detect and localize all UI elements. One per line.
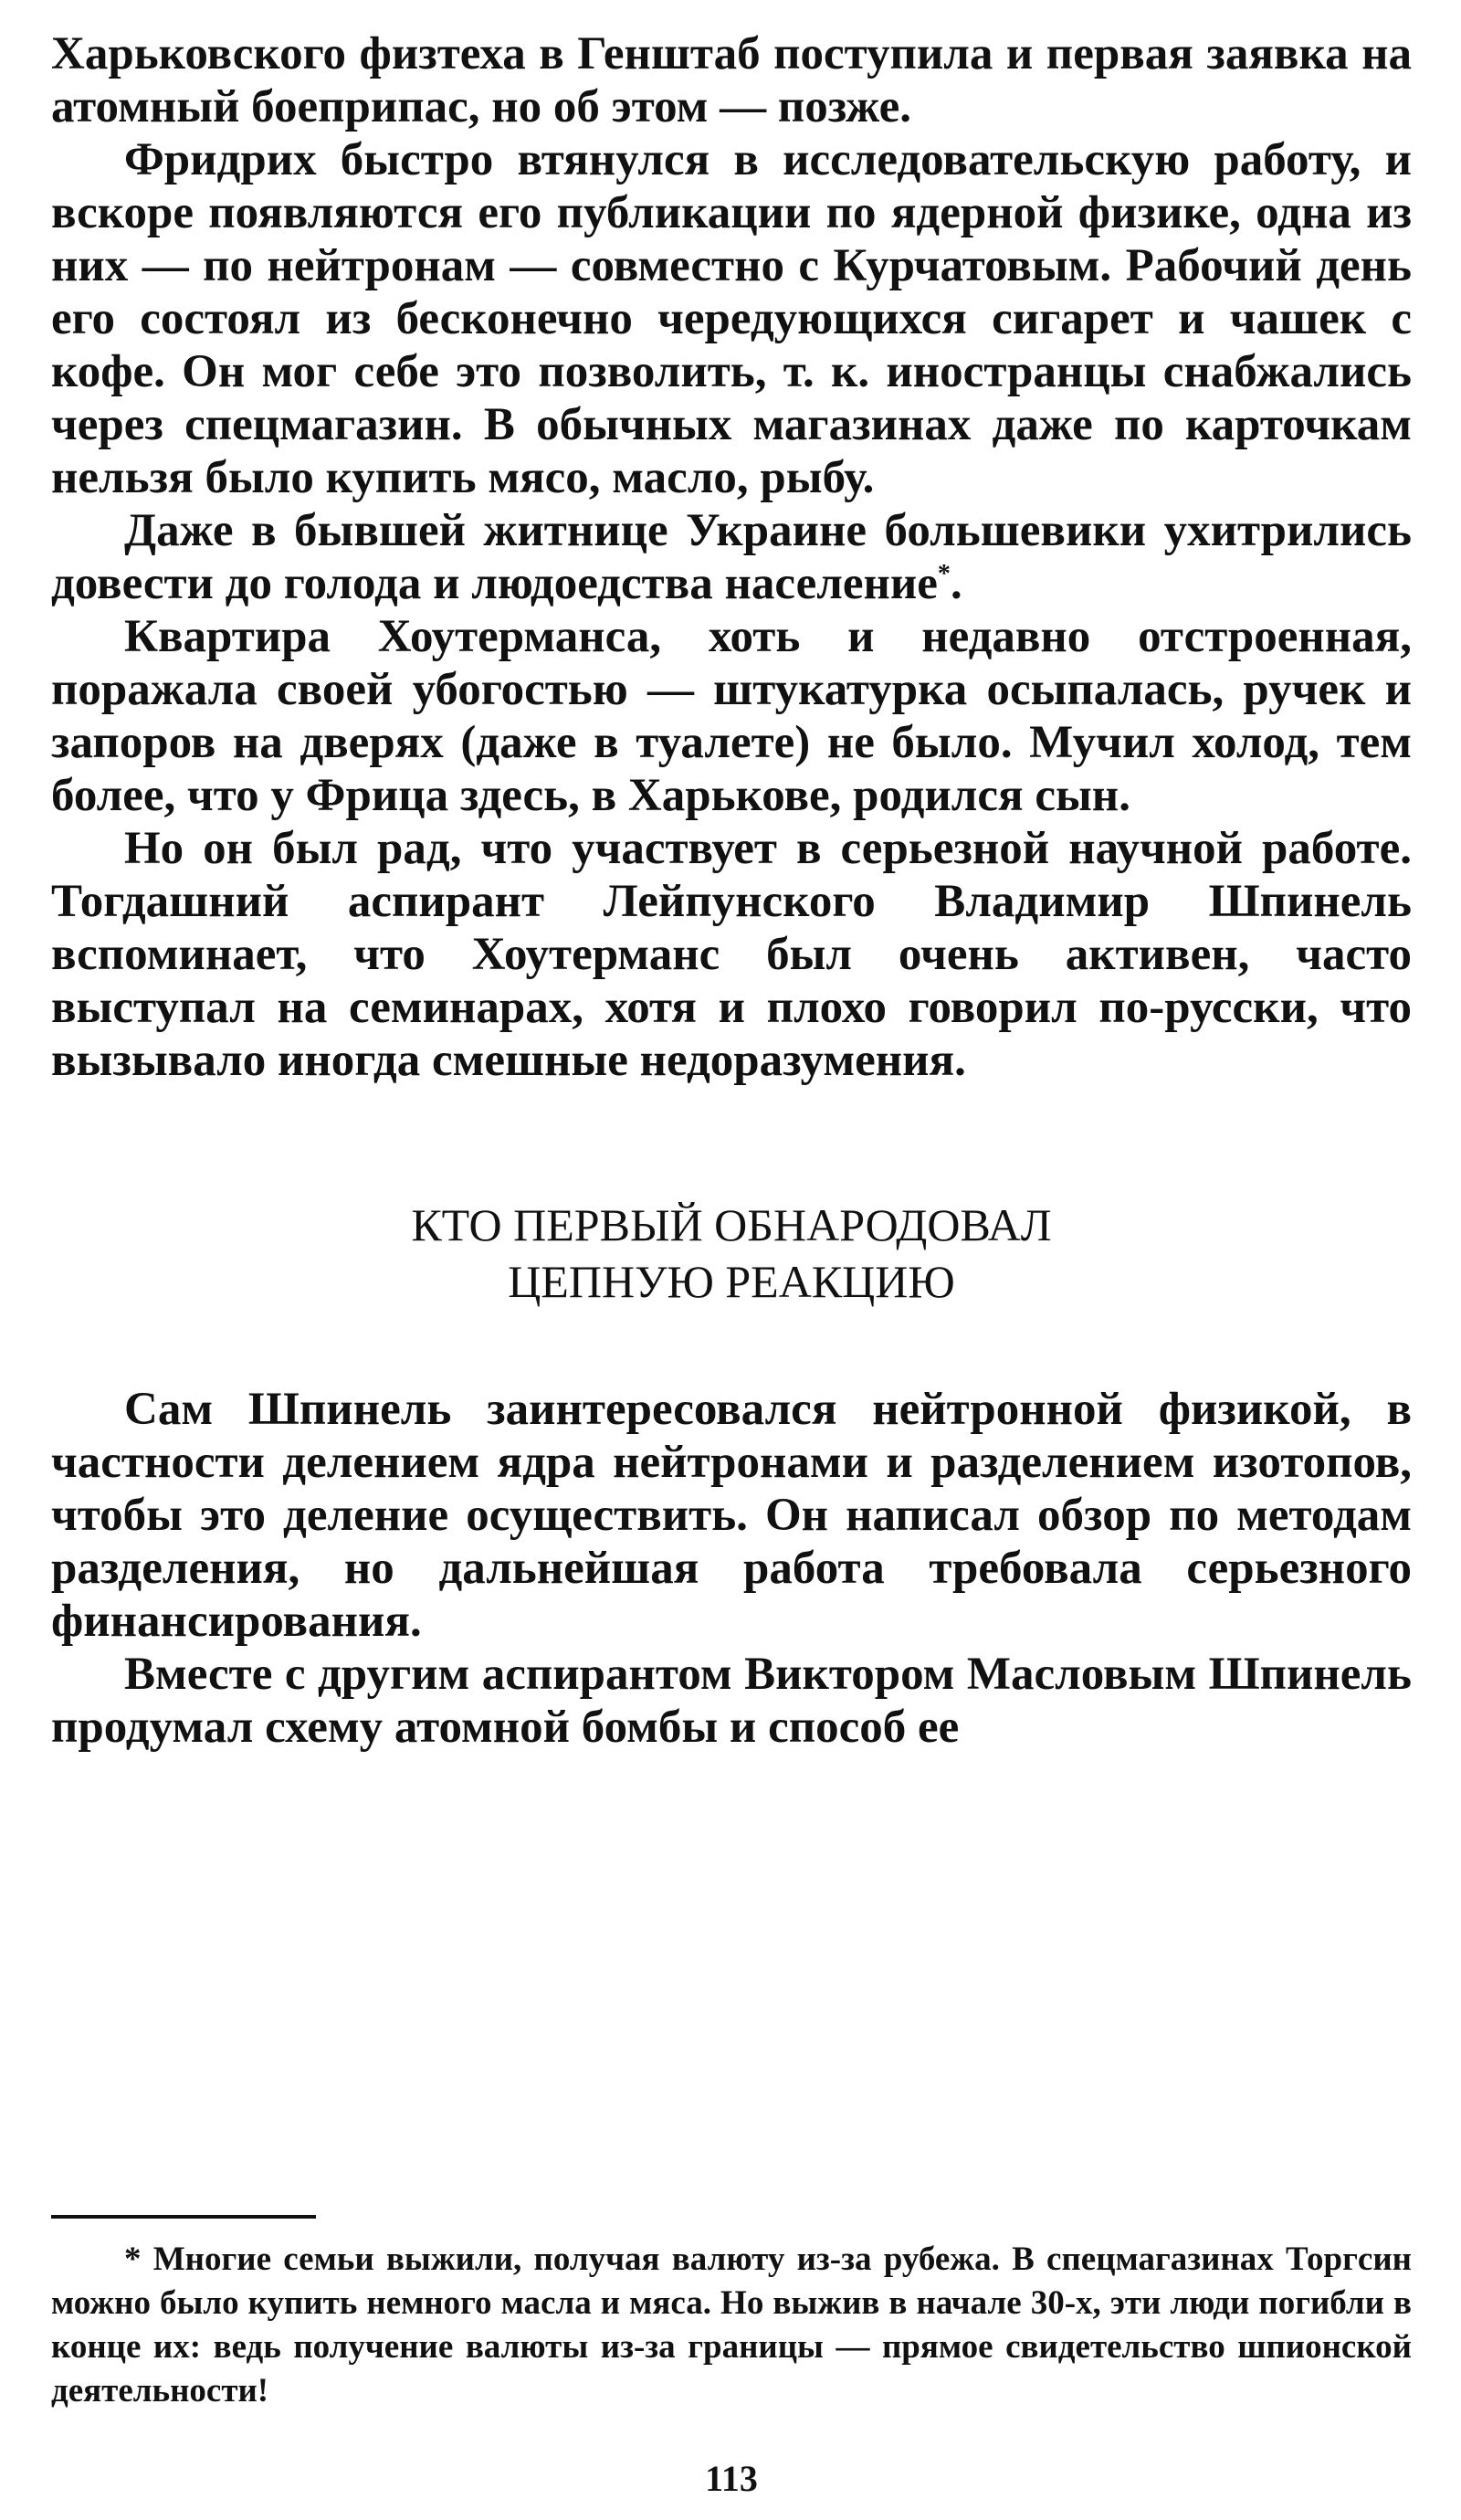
section-heading-line-1: КТО ПЕРВЫЙ ОБНАРОДОВАЛ	[411, 1199, 1052, 1250]
paragraph-3-text: Даже в бывшей житнице Украине большевики ухитрились довести до голода и людоедства население	[51, 505, 1412, 609]
page-number: 113	[705, 2458, 758, 2499]
footnote-reference-mark[interactable]: *	[937, 560, 951, 588]
main-text	[51, 27, 1412, 1754]
paragraph-7: Вместе с другим аспирантом Виктором Масловым Шпинель продумал схему атомной бомбы и способ ее	[51, 1649, 1412, 1753]
paragraph-3	[51, 504, 1412, 610]
paragraph-2: Фридрих быстро втянулся в исследовательскую работу, и вскоре появляются его публикации по ядерной физике, одна из них — по нейтронам — совместно с Курчатовым. Рабочий день его состоял из бесконечно чередующихся сигарет и чашек с кофе. Он мог себе это позволить, т. к. иностранцы снабжались через спецмагазин. В обычных магазинах даже по карточкам нельзя было купить мясо, масло, рыбу.	[51, 134, 1412, 503]
book-page	[51, 27, 1412, 2499]
paragraph-1: Харьковского физтеха в Генштаб поступила и первая заявка на атомный боеприпас, но об этом — позже.	[51, 28, 1412, 132]
paragraph-4: Квартира Хоутерманса, хоть и недавно отстроенная, поражала своей убогостью — штукатурка осыпалась, ручек и запоров на дверях (даже в туалете) не было. Мучил холод, тем более, что у Фрица здесь, в Харькове, родился сын.	[51, 611, 1412, 821]
footnote	[51, 2238, 1412, 2413]
footnote-divider	[51, 2215, 316, 2219]
paragraph-3-end: .	[950, 558, 962, 609]
section-heading-line-2: ЦЕПНУЮ РЕАКЦИЮ	[508, 1256, 955, 1307]
footnote-text: Многие семьи выжили, получая валюту из-за рубежа. В спецмагазинах Торгсин можно было купить немного масла и мяса. Но выжив в начале 30-х, эти люди погибли в конце их: ведь получение валюты из-за границы — прямое свидетельство шпионской деятельности!	[51, 2241, 1412, 2409]
paragraph-5: Но он был рад, что участвует в серьезной научной работе. Тогдашний аспирант Лейпунского Владимир Шпинель вспоминает, что Хоутерманс был очень активен, часто выступал на семинарах, хотя и плохо говорил по-русски, что вызывало иногда смешные недоразумения.	[51, 823, 1412, 1086]
footnote-mark: *	[124, 2241, 142, 2278]
section-heading	[51, 1197, 1412, 1310]
paragraph-6: Сам Шпинель заинтересовался нейтронной физикой, в частности делением ядра нейтронами и разделением изотопов, чтобы это деление осуществить. Он написал обзор по методам разделения, но дальнейшая работа требовала серьезного финансирования.	[51, 1384, 1412, 1647]
